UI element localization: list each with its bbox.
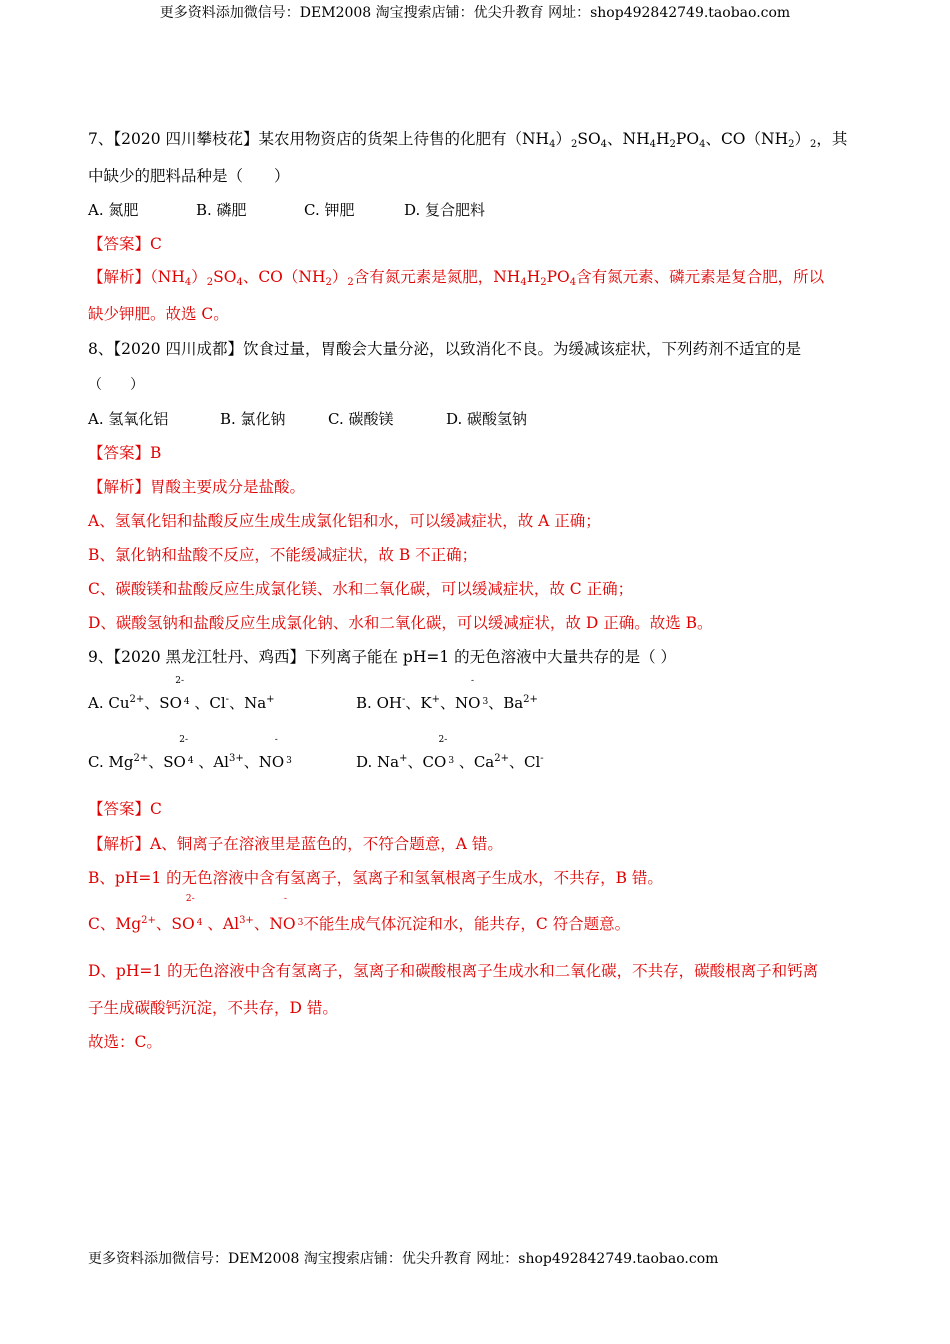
q7-option-c: C. 钾肥 bbox=[304, 201, 355, 219]
q7-stem-line1: 7、【2020 四川攀枝花】某农用物资店的货架上待售的化肥有$(NH_4)_2SO_4$、$NH_4H_2PO_4$、$CO(NH_2)_2$，其 bbox=[88, 130, 848, 150]
q7-option-b: B. 磷肥 bbox=[196, 201, 247, 219]
q8-analysis-line5: D、碳酸氢钠和盐酸反应生成氯化钠、水和二氧化碳，可以缓减症状，故 D 正确。故选 B。 bbox=[88, 614, 713, 632]
q9-analysis-b: B、pH=1 的无色溶液中含有氢离子，氢离子和氢氧根离子生成水，不共存，B 错。 bbox=[88, 869, 663, 887]
q8-option-a: A. 氢氧化铝 bbox=[88, 410, 169, 428]
q9-option-b: B. OH-、K+、NO - $^3$、$Ba^{2+}$ bbox=[356, 676, 538, 712]
q8-stem-line2: （ ） bbox=[88, 377, 144, 393]
q8-analysis-line1: 【解析】胃酸主要成分是盐酸。 bbox=[88, 478, 306, 496]
q7-stem-line2: 中缺少的肥料品种是（ ） bbox=[88, 167, 290, 185]
q9-conclusion: 故选：C。 bbox=[88, 1033, 162, 1051]
q7-option-d: D. 复合肥料 bbox=[404, 201, 486, 219]
q9-stem: 9、【2020 黑龙江牡丹、鸡西】下列离子能在 pH=1 的无色溶液中大量共存的是（ ） bbox=[88, 648, 677, 666]
q7-option-a: A. 氮肥 bbox=[88, 201, 139, 219]
page-header: 更多资料添加微信号：DEM2008 淘宝搜索店铺：优尖升教育 网址：shop492842749.taobao.com bbox=[159, 5, 791, 21]
q8-option-c: C. 碳酸镁 bbox=[328, 410, 394, 428]
q9-analysis-d-line1: D、pH=1 的无色溶液中含有氢离子，氢离子和碳酸根离子生成水和二氧化碳，不共存，碳酸根离子和钙离 bbox=[88, 962, 819, 980]
q9-option-a: A. $Cu^{2+}$、SO 2- $^4$ 、Cl-、Na+ bbox=[88, 676, 275, 712]
q8-option-b: B. 氯化钠 bbox=[220, 410, 286, 428]
q9-analysis-a: 【解析】A、铜离子在溶液里是蓝色的，不符合题意，A 错。 bbox=[88, 835, 503, 853]
q9-analysis-c: C、$Mg^{2+}$、SO 2- $^4$ 、$Al^{3+}$、NO - $^3$不能生成气体沉淀和水，能共存，C 符合题意。 bbox=[88, 894, 631, 933]
q9-option-d: D. Na+、CO 2- $^3$ 、$Ca^{2+}$、Cl- bbox=[356, 735, 544, 771]
q8-analysis-line3: B、氯化钠和盐酸不反应，不能缓减症状，故 B 不正确； bbox=[88, 546, 478, 564]
page-footer: 更多资料添加微信号：DEM2008 淘宝搜索店铺：优尖升教育 网址：shop492842749.taobao.com bbox=[88, 1251, 719, 1267]
q7-analysis-line2: 缺少钾肥。故选 C。 bbox=[88, 305, 229, 323]
q9-analysis-d-line2: 子生成碳酸钙沉淀，不共存，D 错。 bbox=[88, 999, 338, 1017]
q7-analysis-line1: 【解析】$(NH_4)_2SO_4$、$CO(NH_2)_2$含有氮元素是氮肥，$NH_4H_2PO_4$含有氮元素、磷元素是复合肥，所以 bbox=[88, 268, 825, 288]
q8-analysis-line2: A、氢氧化铝和盐酸反应生成生成氯化铝和水，可以缓减症状，故 A 正确； bbox=[88, 512, 601, 530]
q9-option-c: C. $Mg^{2+}$、SO 2- $^4$ 、$Al^{3+}$、NO - $^3$ bbox=[88, 735, 292, 771]
q8-stem-line1: 8、【2020 四川成都】饮食过量，胃酸会大量分泌，以致消化不良。为缓减该症状，下列药剂不适宜的是 bbox=[88, 340, 801, 358]
q8-analysis-line4: C、碳酸镁和盐酸反应生成氯化镁、水和二氧化碳，可以缓减症状，故 C 正确； bbox=[88, 580, 634, 598]
q8-answer: 【答案】B bbox=[88, 444, 162, 462]
q9-answer: 【答案】C bbox=[88, 800, 162, 818]
q7-answer: 【答案】C bbox=[88, 235, 162, 253]
q8-option-d: D. 碳酸氢钠 bbox=[446, 410, 528, 428]
